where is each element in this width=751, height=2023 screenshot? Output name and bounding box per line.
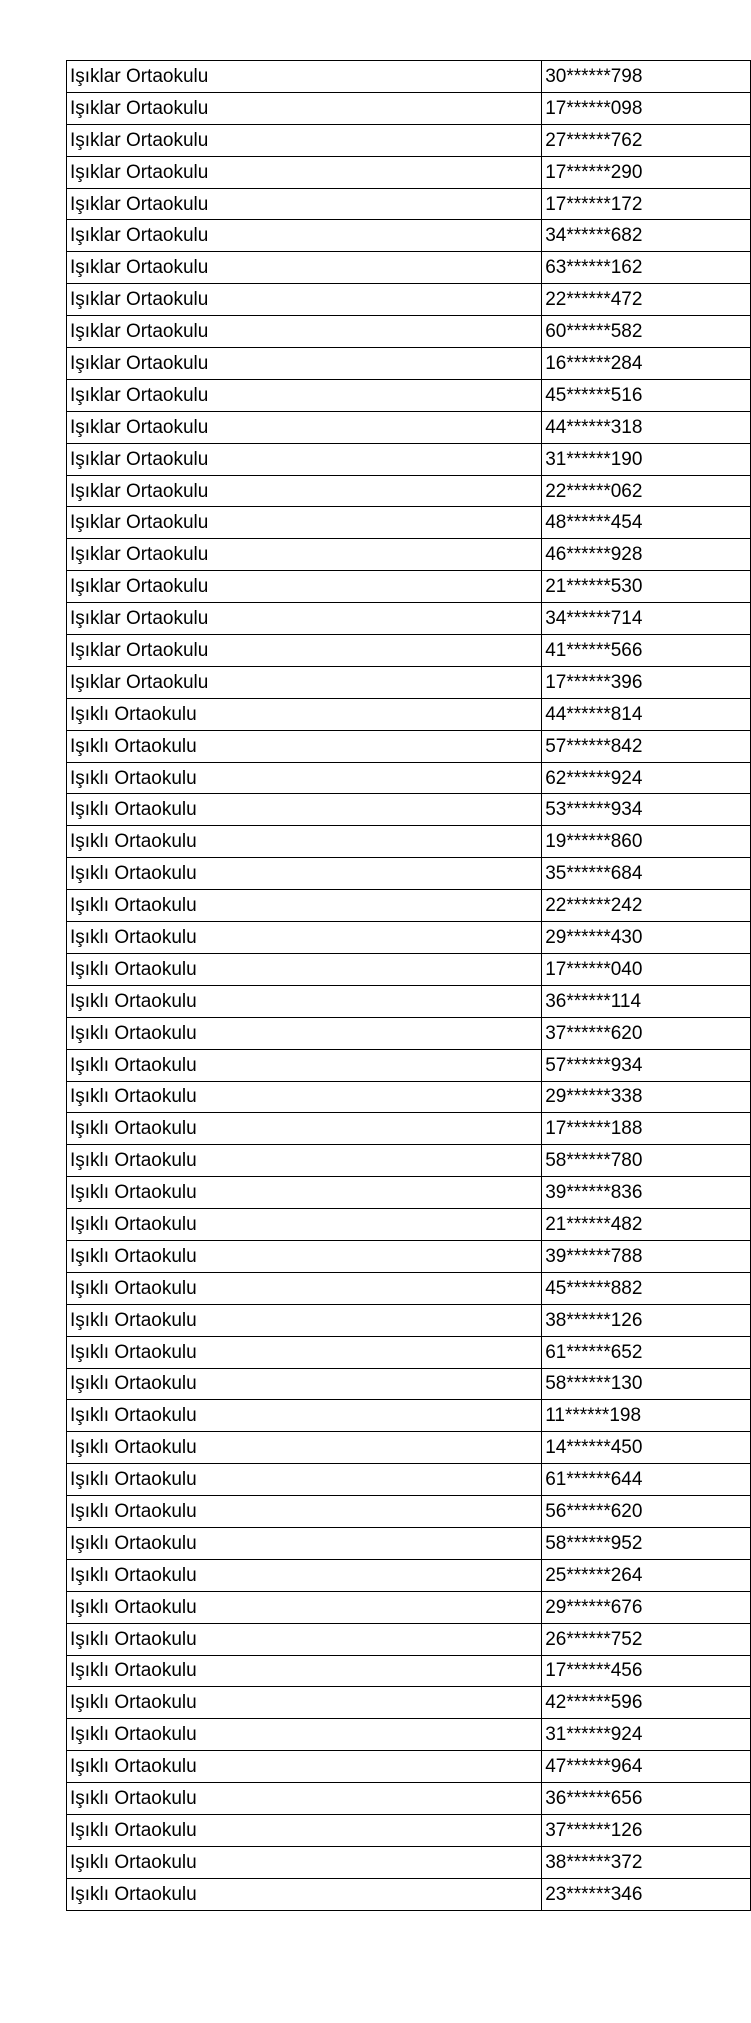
masked-id-cell: 41******566 [542,635,751,667]
school-name-cell: Işıklar Ortaokulu [67,539,542,571]
table-row [67,1177,751,1209]
masked-id-cell: 57******934 [542,1049,751,1081]
table-row [67,348,751,380]
school-name-cell: Işıklı Ortaokulu [67,698,542,730]
school-name-cell: Işıklar Ortaokulu [67,507,542,539]
table-row [67,826,751,858]
table-row [67,1623,751,1655]
masked-id-cell: 36******656 [542,1783,751,1815]
masked-id-cell: 16******284 [542,348,751,380]
table-row [67,794,751,826]
table-row [67,507,751,539]
table-row [67,220,751,252]
school-name-cell: Işıklar Ortaokulu [67,635,542,667]
masked-id-cell: 61******652 [542,1336,751,1368]
masked-id-cell: 60******582 [542,316,751,348]
masked-id-cell: 57******842 [542,730,751,762]
school-name-cell: Işıklı Ortaokulu [67,1751,542,1783]
table-row [67,92,751,124]
masked-id-cell: 58******130 [542,1368,751,1400]
school-name-cell: Işıklı Ortaokulu [67,1623,542,1655]
masked-id-cell: 31******924 [542,1719,751,1751]
masked-id-cell: 22******472 [542,284,751,316]
table-row [67,1272,751,1304]
school-name-cell: Işıklı Ortaokulu [67,1240,542,1272]
masked-id-cell: 58******952 [542,1527,751,1559]
table-row [67,666,751,698]
table-row [67,443,751,475]
masked-id-cell: 44******814 [542,698,751,730]
school-name-cell: Işıklı Ortaokulu [67,1081,542,1113]
school-name-cell: Işıklı Ortaokulu [67,1400,542,1432]
masked-id-cell: 62******924 [542,762,751,794]
school-name-cell: Işıklı Ortaokulu [67,1846,542,1878]
masked-id-cell: 29******430 [542,922,751,954]
table-row [67,1209,751,1241]
table-row [67,1304,751,1336]
table-row [67,1081,751,1113]
masked-id-cell: 47******964 [542,1751,751,1783]
masked-id-cell: 31******190 [542,443,751,475]
masked-id-cell: 14******450 [542,1432,751,1464]
masked-id-cell: 29******676 [542,1591,751,1623]
table-row [67,1591,751,1623]
masked-id-cell: 25******264 [542,1559,751,1591]
table-row [67,1814,751,1846]
school-name-cell: Işıklı Ortaokulu [67,922,542,954]
table-row [67,890,751,922]
masked-id-cell: 17******098 [542,92,751,124]
table-row [67,1655,751,1687]
table-row [67,61,751,93]
table-row [67,1751,751,1783]
table-row [67,985,751,1017]
school-name-cell: Işıklar Ortaokulu [67,61,542,93]
school-name-cell: Işıklar Ortaokulu [67,411,542,443]
school-name-cell: Işıklı Ortaokulu [67,890,542,922]
table-row [67,1719,751,1751]
masked-id-cell: 46******928 [542,539,751,571]
table-row [67,188,751,220]
student-table [66,60,751,1911]
school-name-cell: Işıklı Ortaokulu [67,1272,542,1304]
school-name-cell: Işıklar Ortaokulu [67,284,542,316]
masked-id-cell: 38******372 [542,1846,751,1878]
table-body [67,61,751,1911]
masked-id-cell: 36******114 [542,985,751,1017]
school-name-cell: Işıklı Ortaokulu [67,1878,542,1910]
table-row [67,156,751,188]
table-row [67,603,751,635]
table-row [67,571,751,603]
document-page [66,60,751,1911]
masked-id-cell: 27******762 [542,124,751,156]
school-name-cell: Işıklar Ortaokulu [67,188,542,220]
table-row [67,730,751,762]
masked-id-cell: 48******454 [542,507,751,539]
school-name-cell: Işıklar Ortaokulu [67,603,542,635]
masked-id-cell: 39******836 [542,1177,751,1209]
masked-id-cell: 17******456 [542,1655,751,1687]
masked-id-cell: 19******860 [542,826,751,858]
school-name-cell: Işıklı Ortaokulu [67,985,542,1017]
school-name-cell: Işıklar Ortaokulu [67,252,542,284]
table-row [67,1527,751,1559]
table-row [67,1336,751,1368]
table-row [67,475,751,507]
table-row [67,539,751,571]
school-name-cell: Işıklı Ortaokulu [67,826,542,858]
table-row [67,1368,751,1400]
masked-id-cell: 45******882 [542,1272,751,1304]
school-name-cell: Işıklı Ortaokulu [67,1687,542,1719]
table-row [67,1559,751,1591]
school-name-cell: Işıklar Ortaokulu [67,571,542,603]
masked-id-cell: 21******530 [542,571,751,603]
masked-id-cell: 34******714 [542,603,751,635]
school-name-cell: Işıklı Ortaokulu [67,1783,542,1815]
table-row [67,1464,751,1496]
school-name-cell: Işıklar Ortaokulu [67,124,542,156]
masked-id-cell: 39******788 [542,1240,751,1272]
table-row [67,1687,751,1719]
school-name-cell: Işıklı Ortaokulu [67,1719,542,1751]
school-name-cell: Işıklar Ortaokulu [67,379,542,411]
table-row [67,252,751,284]
masked-id-cell: 38******126 [542,1304,751,1336]
masked-id-cell: 17******290 [542,156,751,188]
masked-id-cell: 61******644 [542,1464,751,1496]
school-name-cell: Işıklar Ortaokulu [67,316,542,348]
school-name-cell: Işıklar Ortaokulu [67,666,542,698]
masked-id-cell: 17******396 [542,666,751,698]
masked-id-cell: 21******482 [542,1209,751,1241]
masked-id-cell: 53******934 [542,794,751,826]
table-row [67,1113,751,1145]
school-name-cell: Işıklar Ortaokulu [67,220,542,252]
table-row [67,922,751,954]
masked-id-cell: 37******620 [542,1017,751,1049]
table-row [67,316,751,348]
masked-id-cell: 30******798 [542,61,751,93]
masked-id-cell: 35******684 [542,858,751,890]
table-row [67,1878,751,1910]
school-name-cell: Işıklı Ortaokulu [67,1814,542,1846]
masked-id-cell: 63******162 [542,252,751,284]
school-name-cell: Işıklı Ortaokulu [67,1527,542,1559]
table-row [67,635,751,667]
school-name-cell: Işıklı Ortaokulu [67,1304,542,1336]
school-name-cell: Işıklı Ortaokulu [67,1336,542,1368]
masked-id-cell: 26******752 [542,1623,751,1655]
table-row [67,379,751,411]
school-name-cell: Işıklı Ortaokulu [67,1591,542,1623]
masked-id-cell: 45******516 [542,379,751,411]
school-name-cell: Işıklar Ortaokulu [67,156,542,188]
table-row [67,284,751,316]
school-name-cell: Işıklı Ortaokulu [67,858,542,890]
masked-id-cell: 42******596 [542,1687,751,1719]
school-name-cell: Işıklı Ortaokulu [67,1655,542,1687]
school-name-cell: Işıklı Ortaokulu [67,1559,542,1591]
school-name-cell: Işıklı Ortaokulu [67,794,542,826]
school-name-cell: Işıklı Ortaokulu [67,1113,542,1145]
school-name-cell: Işıklı Ortaokulu [67,1145,542,1177]
table-row [67,762,751,794]
school-name-cell: Işıklı Ortaokulu [67,730,542,762]
masked-id-cell: 29******338 [542,1081,751,1113]
school-name-cell: Işıklı Ortaokulu [67,762,542,794]
school-name-cell: Işıklı Ortaokulu [67,1017,542,1049]
school-name-cell: Işıklar Ortaokulu [67,475,542,507]
masked-id-cell: 37******126 [542,1814,751,1846]
school-name-cell: Işıklı Ortaokulu [67,1368,542,1400]
table-row [67,1400,751,1432]
masked-id-cell: 11******198 [542,1400,751,1432]
masked-id-cell: 22******242 [542,890,751,922]
table-row [67,1240,751,1272]
masked-id-cell: 17******172 [542,188,751,220]
table-row [67,858,751,890]
table-row [67,1145,751,1177]
school-name-cell: Işıklı Ortaokulu [67,1496,542,1528]
school-name-cell: Işıklar Ortaokulu [67,92,542,124]
masked-id-cell: 17******040 [542,953,751,985]
school-name-cell: Işıklı Ortaokulu [67,1177,542,1209]
school-name-cell: Işıklar Ortaokulu [67,348,542,380]
table-row [67,698,751,730]
masked-id-cell: 22******062 [542,475,751,507]
school-name-cell: Işıklı Ortaokulu [67,1432,542,1464]
masked-id-cell: 58******780 [542,1145,751,1177]
table-row [67,1783,751,1815]
school-name-cell: Işıklar Ortaokulu [67,443,542,475]
table-row [67,1049,751,1081]
masked-id-cell: 17******188 [542,1113,751,1145]
school-name-cell: Işıklı Ortaokulu [67,1464,542,1496]
table-row [67,1432,751,1464]
masked-id-cell: 34******682 [542,220,751,252]
masked-id-cell: 23******346 [542,1878,751,1910]
table-row [67,411,751,443]
school-name-cell: Işıklı Ortaokulu [67,1209,542,1241]
school-name-cell: Işıklı Ortaokulu [67,953,542,985]
masked-id-cell: 44******318 [542,411,751,443]
table-row [67,1496,751,1528]
table-row [67,953,751,985]
table-row [67,1017,751,1049]
school-name-cell: Işıklı Ortaokulu [67,1049,542,1081]
table-row [67,124,751,156]
table-row [67,1846,751,1878]
masked-id-cell: 56******620 [542,1496,751,1528]
